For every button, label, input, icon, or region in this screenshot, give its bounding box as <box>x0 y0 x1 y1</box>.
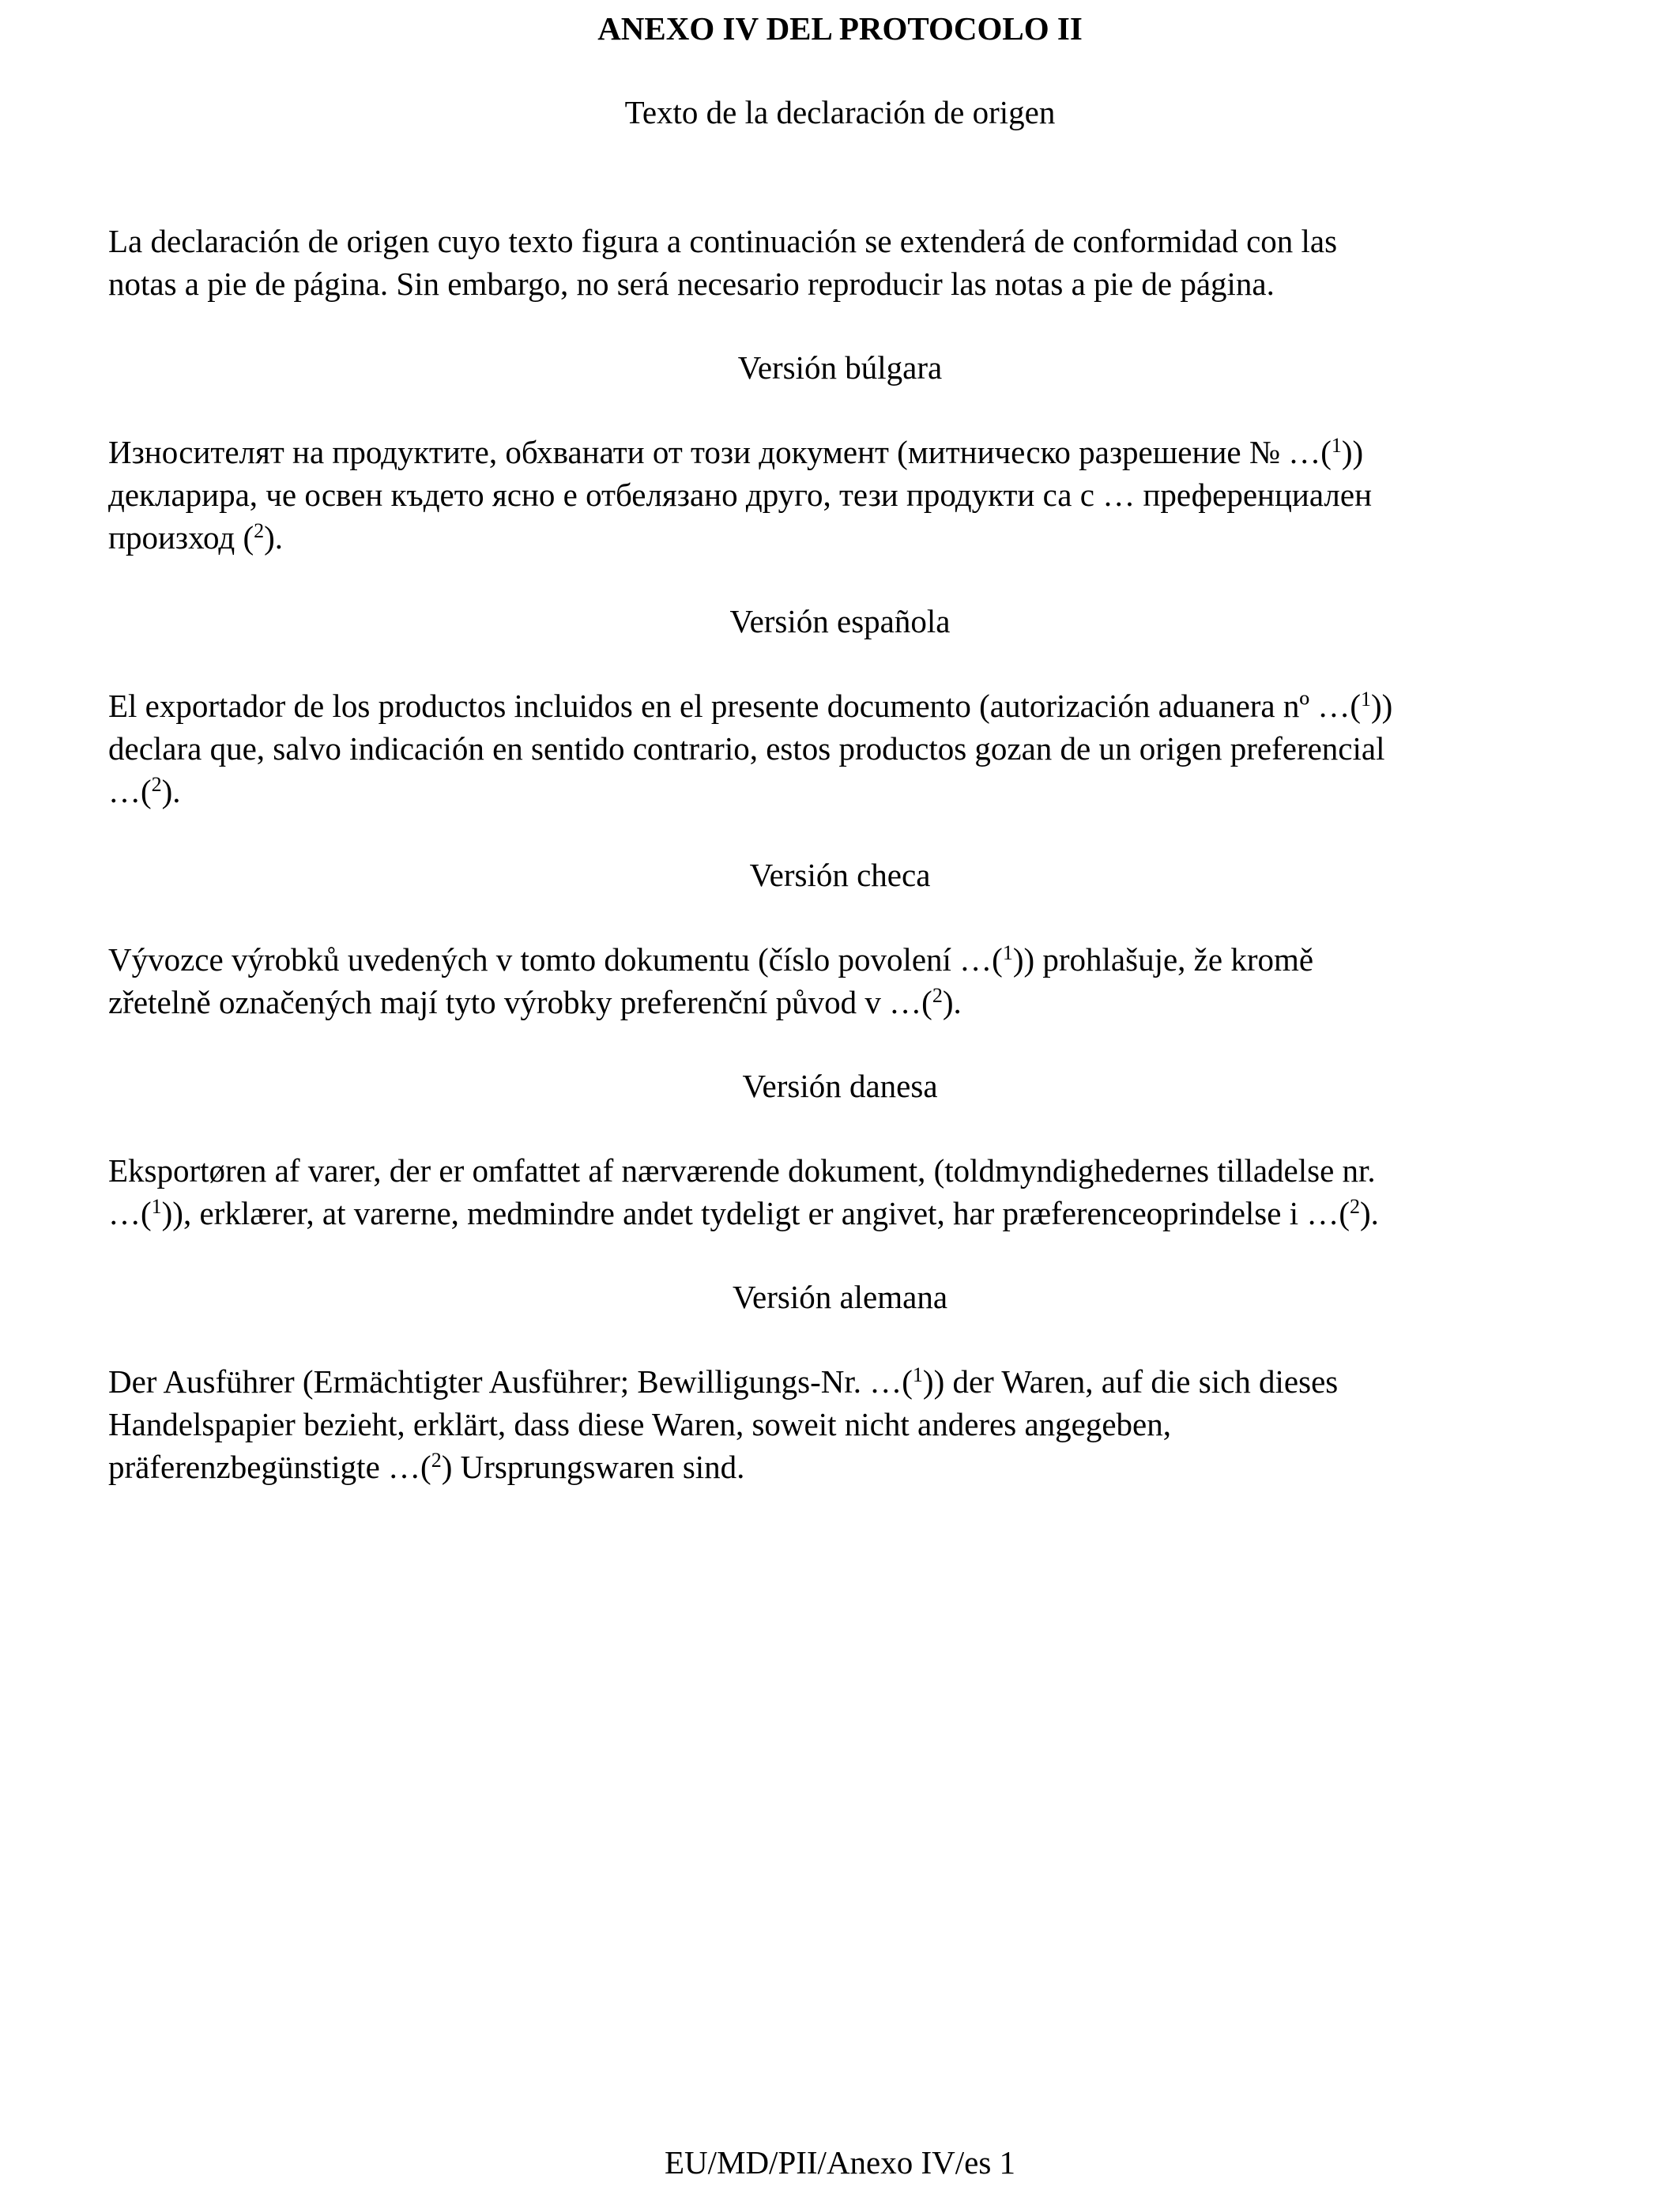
paragraph-danish <box>108 1149 1572 1235</box>
footnote-ref[interactable]: 1 <box>1361 688 1371 711</box>
heading-german: Versión alemana <box>732 1279 948 1315</box>
footnote-ref[interactable]: 2 <box>254 519 265 542</box>
footnote-ref[interactable]: 2 <box>1349 1195 1360 1218</box>
footnote-ref[interactable]: 2 <box>932 984 943 1007</box>
paragraph-line: Vývozce výrobků uvedených v tomto dokumentu (číslo povolení …($^1$)) prohlašuje, že kromě <box>108 941 1314 978</box>
paragraph-line: Износителят на продуктите, обхванати от този документ (митническо разрешение № …($^1$)) <box>108 434 1364 470</box>
paragraph-line: …($^2$). <box>108 773 181 809</box>
paragraph-german <box>108 1360 1572 1488</box>
paragraph-line: declara que, salvo indicación en sentido contrario, estos productos gozan de un origen preferencial <box>108 730 1385 767</box>
paragraph-line: El exportador de los productos incluidos en el presente documento (autorización aduanera nº …($^1$)) <box>108 688 1393 724</box>
heading-danish: Versión danesa <box>742 1068 938 1104</box>
paragraph-line: декларира, че освен където ясно е отбелязано друго, тези продукти са с … преференциален <box>108 477 1373 513</box>
paragraph-line: präferenzbegünstigte …($^2$) Ursprungswaren sind. <box>108 1449 745 1485</box>
intro-paragraph <box>108 220 1572 305</box>
heading-spanish: Versión española <box>729 603 951 639</box>
paragraph-czech <box>108 938 1572 1023</box>
heading-czech: Versión checa <box>749 857 931 893</box>
footnote-ref[interactable]: 2 <box>431 1449 442 1472</box>
paragraph-line: …($^1$)), erklærer, at varerne, medmindre andet tydeligt er angivet, har præferenceoprindelse i …($^2$). <box>108 1195 1379 1231</box>
intro-line: notas a pie de página. Sin embargo, no será necesario reproducir las notas a pie de página. <box>108 266 1275 302</box>
paragraph-line: Eksportøren af varer, der er omfattet af nærværende dokument, (toldmyndighedernes tilladelse nr. <box>108 1152 1376 1189</box>
paragraph-line: произход ($^2$). <box>108 519 284 556</box>
footnote-ref[interactable]: 1 <box>1331 434 1342 457</box>
page-footer: EU/MD/PII/Anexo IV/es 1 <box>664 2144 1016 2181</box>
paragraph-line: Handelspapier bezieht, erklärt, dass diese Waren, soweit nicht anderes angegeben, <box>108 1406 1171 1442</box>
paragraph-line: zřetelně označených mají tyto výrobky preferenční původ v …($^2$). <box>108 984 962 1020</box>
page-subtitle: Texto de la declaración de origen <box>624 94 1056 130</box>
paragraph-bulgarian <box>108 431 1572 559</box>
paragraph-spanish <box>108 684 1572 812</box>
footnote-ref[interactable]: 1 <box>1002 941 1013 964</box>
heading-bulgarian: Versión búlgara <box>737 349 943 386</box>
footnote-ref[interactable]: 1 <box>912 1363 923 1386</box>
footnote-ref[interactable]: 2 <box>151 773 162 796</box>
footnote-ref[interactable]: 1 <box>151 1195 162 1218</box>
paragraph-line: Der Ausführer (Ermächtigter Ausführer; Bewilligungs-Nr. …($^1$)) der Waren, auf die sich dieses <box>108 1363 1339 1400</box>
page-title: ANEXO IV DEL PROTOCOLO II <box>597 10 1083 47</box>
intro-line: La declaración de origen cuyo texto figura a continuación se extenderá de conformidad con las <box>108 223 1338 259</box>
